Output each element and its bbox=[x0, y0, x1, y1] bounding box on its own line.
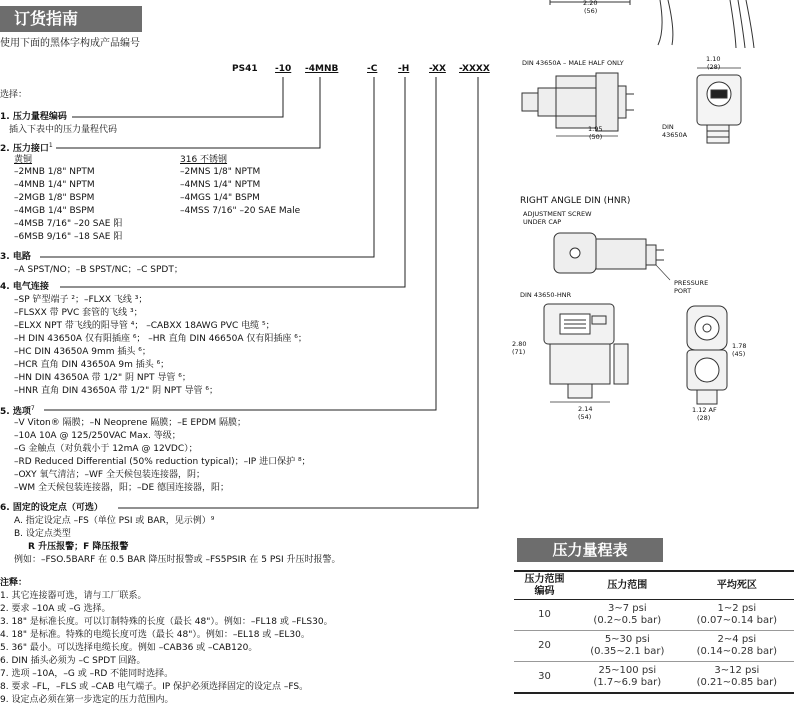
row-range-bar: (0.35~2.1 bar) bbox=[590, 646, 665, 657]
section-circuit-desc: –A SPST/NO；–B SPST/NC；–C SPDT； bbox=[14, 265, 183, 275]
dim-214-mm: (54) bbox=[578, 413, 592, 421]
din-label-2: 43650A bbox=[662, 131, 688, 139]
row-dead-psi: 1~2 psi bbox=[717, 603, 757, 614]
brass-port-5: –6MSB 9/16" –18 SAE 阳 bbox=[14, 232, 123, 242]
note-1: 1. 其它连接器可选，请与工厂联系。 bbox=[0, 591, 147, 601]
row-range-bar: (0.2~0.5 bar) bbox=[593, 615, 662, 626]
section-port-title bbox=[0, 142, 53, 155]
dim-110: 1.10 bbox=[706, 55, 721, 63]
setpoint-line-1: B. 设定点类型 bbox=[14, 529, 71, 539]
options-line-2: –G 金触点（对负载小于 12mA @ 12VDC）； bbox=[14, 444, 198, 454]
dim-195-mm: (50) bbox=[589, 133, 603, 141]
range-table-header bbox=[514, 571, 794, 600]
row-code: 10 bbox=[514, 600, 575, 631]
under-cap-label: UNDER CAP bbox=[523, 218, 562, 226]
options-line-1: –10A 10A @ 125/250VAC Max. 等级； bbox=[14, 431, 181, 441]
note-8: 8. 要求 –FL，–FLS 或 –CAB 电气端子。IP 保护必须选择固定的设定点 –FS。 bbox=[0, 682, 309, 692]
note-4: 4. 18" 是标准。特殊的电缆长度可选（最长 48"）。例如：–EL18 或 –EL30。 bbox=[0, 630, 310, 640]
dim-112: 1.12 AF bbox=[692, 406, 717, 414]
electrical-line-2: –ELXX NPT 带飞线的阳导管 ⁴； –CABXX 18AWG PVC 电缆 ⁵； bbox=[14, 321, 275, 331]
section-electrical-title: 4. 电气连接 bbox=[0, 282, 49, 292]
brass-port-0: –2MNB 1/8" NPTM bbox=[14, 167, 95, 177]
section-circuit-title: 3. 电路 bbox=[0, 252, 31, 262]
ss-port-3: –4MSS 7/16" –20 SAE Male bbox=[180, 206, 301, 216]
row-dead-bar: (0.07~0.14 bar) bbox=[696, 615, 778, 626]
dim-112-mm: (28) bbox=[697, 414, 711, 422]
din-hnr-label: DIN 43650-HNR bbox=[520, 291, 572, 299]
header-range: 压力范围 bbox=[575, 571, 680, 600]
brass-header: 黄铜 bbox=[14, 155, 33, 165]
section-port-sup: 1 bbox=[48, 142, 53, 149]
ss-header: 316 不锈钢 bbox=[180, 155, 228, 165]
range-table bbox=[514, 570, 794, 694]
segment-port: -4MNB bbox=[305, 64, 339, 74]
row-range bbox=[575, 631, 680, 662]
dim-195: 1.95 bbox=[588, 125, 603, 133]
table-row bbox=[514, 600, 794, 631]
hnr-front-drawing bbox=[675, 300, 745, 420]
options-line-3: –RD Reduced Differential (50% reduction typical)；–IP 进口保护 ⁸； bbox=[14, 457, 311, 467]
section-setpoint-title: 6. 固定的设定点（可选） bbox=[0, 503, 103, 513]
model-code: PS41 bbox=[232, 64, 258, 74]
dim-280: 2.80 bbox=[512, 340, 527, 348]
row-dead-bar: (0.14~0.28 bar) bbox=[696, 646, 778, 657]
table-row bbox=[514, 631, 794, 662]
segment-setpoint: -XXXX bbox=[459, 64, 490, 74]
setpoint-line-3: 例如：–FSO.5BARF 在 0.5 BAR 降压时报警或 –FS5PSIR 在 5 PSI 升压时报警。 bbox=[14, 555, 341, 565]
brass-port-1: –4MNB 1/4" NPTM bbox=[14, 180, 95, 190]
dim-178: 1.78 bbox=[732, 342, 747, 350]
notes-title: 注释： bbox=[0, 578, 28, 588]
options-line-4: –OXY 氧气清洁；–WF 全天候包装连接器，阴； bbox=[14, 470, 205, 480]
row-deadband bbox=[680, 662, 794, 694]
row-range-psi: 25~100 psi bbox=[598, 665, 657, 676]
segment-circuit: -C bbox=[367, 64, 378, 74]
row-range bbox=[575, 662, 680, 694]
section-range-desc: 插入下表中的压力量程代码 bbox=[9, 125, 118, 135]
hnr-top-drawing bbox=[540, 225, 680, 295]
options-line-0: –V Viton® 隔膜；–N Neoprene 隔膜；–E EPDM 隔膜； bbox=[14, 418, 247, 428]
row-dead-bar: (0.21~0.85 bar) bbox=[696, 677, 778, 688]
row-code: 30 bbox=[514, 662, 575, 694]
electrical-line-5: –HCR 直角 DIN 43650A 9m 插头 ⁶； bbox=[14, 360, 170, 370]
top-dim: 2.20 bbox=[583, 0, 598, 7]
section-options-title bbox=[0, 405, 35, 418]
row-dead-psi: 2~4 psi bbox=[717, 634, 757, 645]
din-male-front-drawing bbox=[685, 60, 775, 160]
select-label: 选择： bbox=[0, 90, 28, 100]
brass-port-4: –4MSB 7/16" –20 SAE 阳 bbox=[14, 219, 123, 229]
section-options-title-text: 5. 选项 bbox=[0, 407, 31, 417]
row-deadband bbox=[680, 600, 794, 631]
header-code: 压力范围 编码 bbox=[514, 571, 575, 600]
note-5: 5. 36" 最小。可以选择电缆长度。例如 –CAB36 或 –CAB120。 bbox=[0, 643, 258, 653]
setpoint-line-2: R 升压报警；F 降压报警 bbox=[28, 542, 129, 552]
hnr-side-drawing bbox=[530, 296, 650, 406]
header-deadband: 平均死区 bbox=[680, 571, 794, 600]
pressure-label: PRESSURE bbox=[674, 279, 709, 287]
electrical-line-0: –SP 铲型端子 ²；–FLXX 飞线 ³； bbox=[14, 295, 148, 305]
hnr-title: RIGHT ANGLE DIN (HNR) bbox=[520, 196, 631, 206]
ordering-intro: 使用下面的黑体字构成产品编号 bbox=[0, 38, 140, 49]
options-line-5: –WM 全天候包装连接器，阳；–DE 德国连接器，阳； bbox=[14, 483, 230, 493]
din-label: DIN bbox=[662, 123, 674, 131]
electrical-line-6: –HN DIN 43650A 带 1/2" 阴 NPT 导管 ⁶； bbox=[14, 373, 191, 383]
dim-280-mm: (71) bbox=[512, 348, 526, 356]
ss-port-1: –4MNS 1/4" NPTM bbox=[180, 180, 261, 190]
table-row bbox=[514, 662, 794, 694]
ss-port-0: –2MNS 1/8" NPTM bbox=[180, 167, 261, 177]
adjustment-screw-label: ADJUSTMENT SCREW bbox=[523, 210, 592, 218]
row-range-psi: 3~7 psi bbox=[608, 603, 647, 614]
brass-port-2: –2MGB 1/8" BSPM bbox=[14, 193, 95, 203]
section-options-sup: 7 bbox=[30, 405, 35, 412]
row-range-psi: 5~30 psi bbox=[604, 634, 650, 645]
electrical-line-4: –HC DIN 43650A 9mm 插头 ⁶； bbox=[14, 347, 151, 357]
din-male-side-drawing bbox=[512, 68, 652, 148]
segment-electrical: -H bbox=[398, 64, 410, 74]
dim-214: 2.14 bbox=[578, 405, 593, 413]
note-2: 2. 要求 –10A 或 –G 选择。 bbox=[0, 604, 111, 614]
note-6: 6. DIN 插头必须为 –C SPDT 回路。 bbox=[0, 656, 146, 666]
ordering-guide-title-text: 订货指南 bbox=[14, 9, 79, 28]
segment-range: -10 bbox=[275, 64, 292, 74]
setpoint-line-0: A. 指定设定点 –FS（单位 PSI 或 BAR，见示例）⁹ bbox=[14, 516, 215, 526]
dim-110-mm: (28) bbox=[707, 63, 721, 71]
top-flying-lead-drawing bbox=[540, 0, 800, 55]
din-male-label: DIN 43650A – MALE HALF ONLY bbox=[522, 59, 624, 67]
electrical-line-3: –H DIN 43650A 仅有阳插座 ⁶； –HR 直角 DIN 46650A 仅有阳插座 ⁶； bbox=[14, 334, 307, 344]
row-code: 20 bbox=[514, 631, 575, 662]
electrical-line-7: –HNR 直角 DIN 43650A 带 1/2" 阴 NPT 导管 ⁶； bbox=[14, 386, 218, 396]
ss-port-2: –4MGS 1/4" BSPM bbox=[180, 193, 260, 203]
port-label: PORT bbox=[674, 287, 692, 295]
note-9: 9. 设定点必须在第一步选定的压力范围内。 bbox=[0, 695, 174, 705]
row-dead-psi: 3~12 psi bbox=[714, 665, 760, 676]
range-table-title bbox=[517, 538, 663, 562]
top-dim-mm: (56) bbox=[584, 7, 598, 15]
section-range-title: 1. 压力量程编码 bbox=[0, 112, 67, 122]
row-deadband bbox=[680, 631, 794, 662]
electrical-line-1: –FLSXX 带 PVC 套管的飞线 ³； bbox=[14, 308, 143, 318]
dim-178-mm: (45) bbox=[732, 350, 746, 358]
row-range-bar: (1.7~6.9 bar) bbox=[593, 677, 662, 688]
segment-options: -XX bbox=[429, 64, 446, 74]
row-range bbox=[575, 600, 680, 631]
brass-port-3: –4MGB 1/4" BSPM bbox=[14, 206, 95, 216]
note-7: 7. 选项 –10A，–G 或 –RD 不能同时选择。 bbox=[0, 669, 174, 679]
range-table-title-text: 压力量程表 bbox=[552, 541, 628, 559]
section-port-title-text: 2. 压力接口 bbox=[0, 144, 49, 154]
note-3: 3. 18" 是标准长度。可以订制特殊的长度（最长 48"）。例如：–FL18 或 –FLS30。 bbox=[0, 617, 333, 627]
